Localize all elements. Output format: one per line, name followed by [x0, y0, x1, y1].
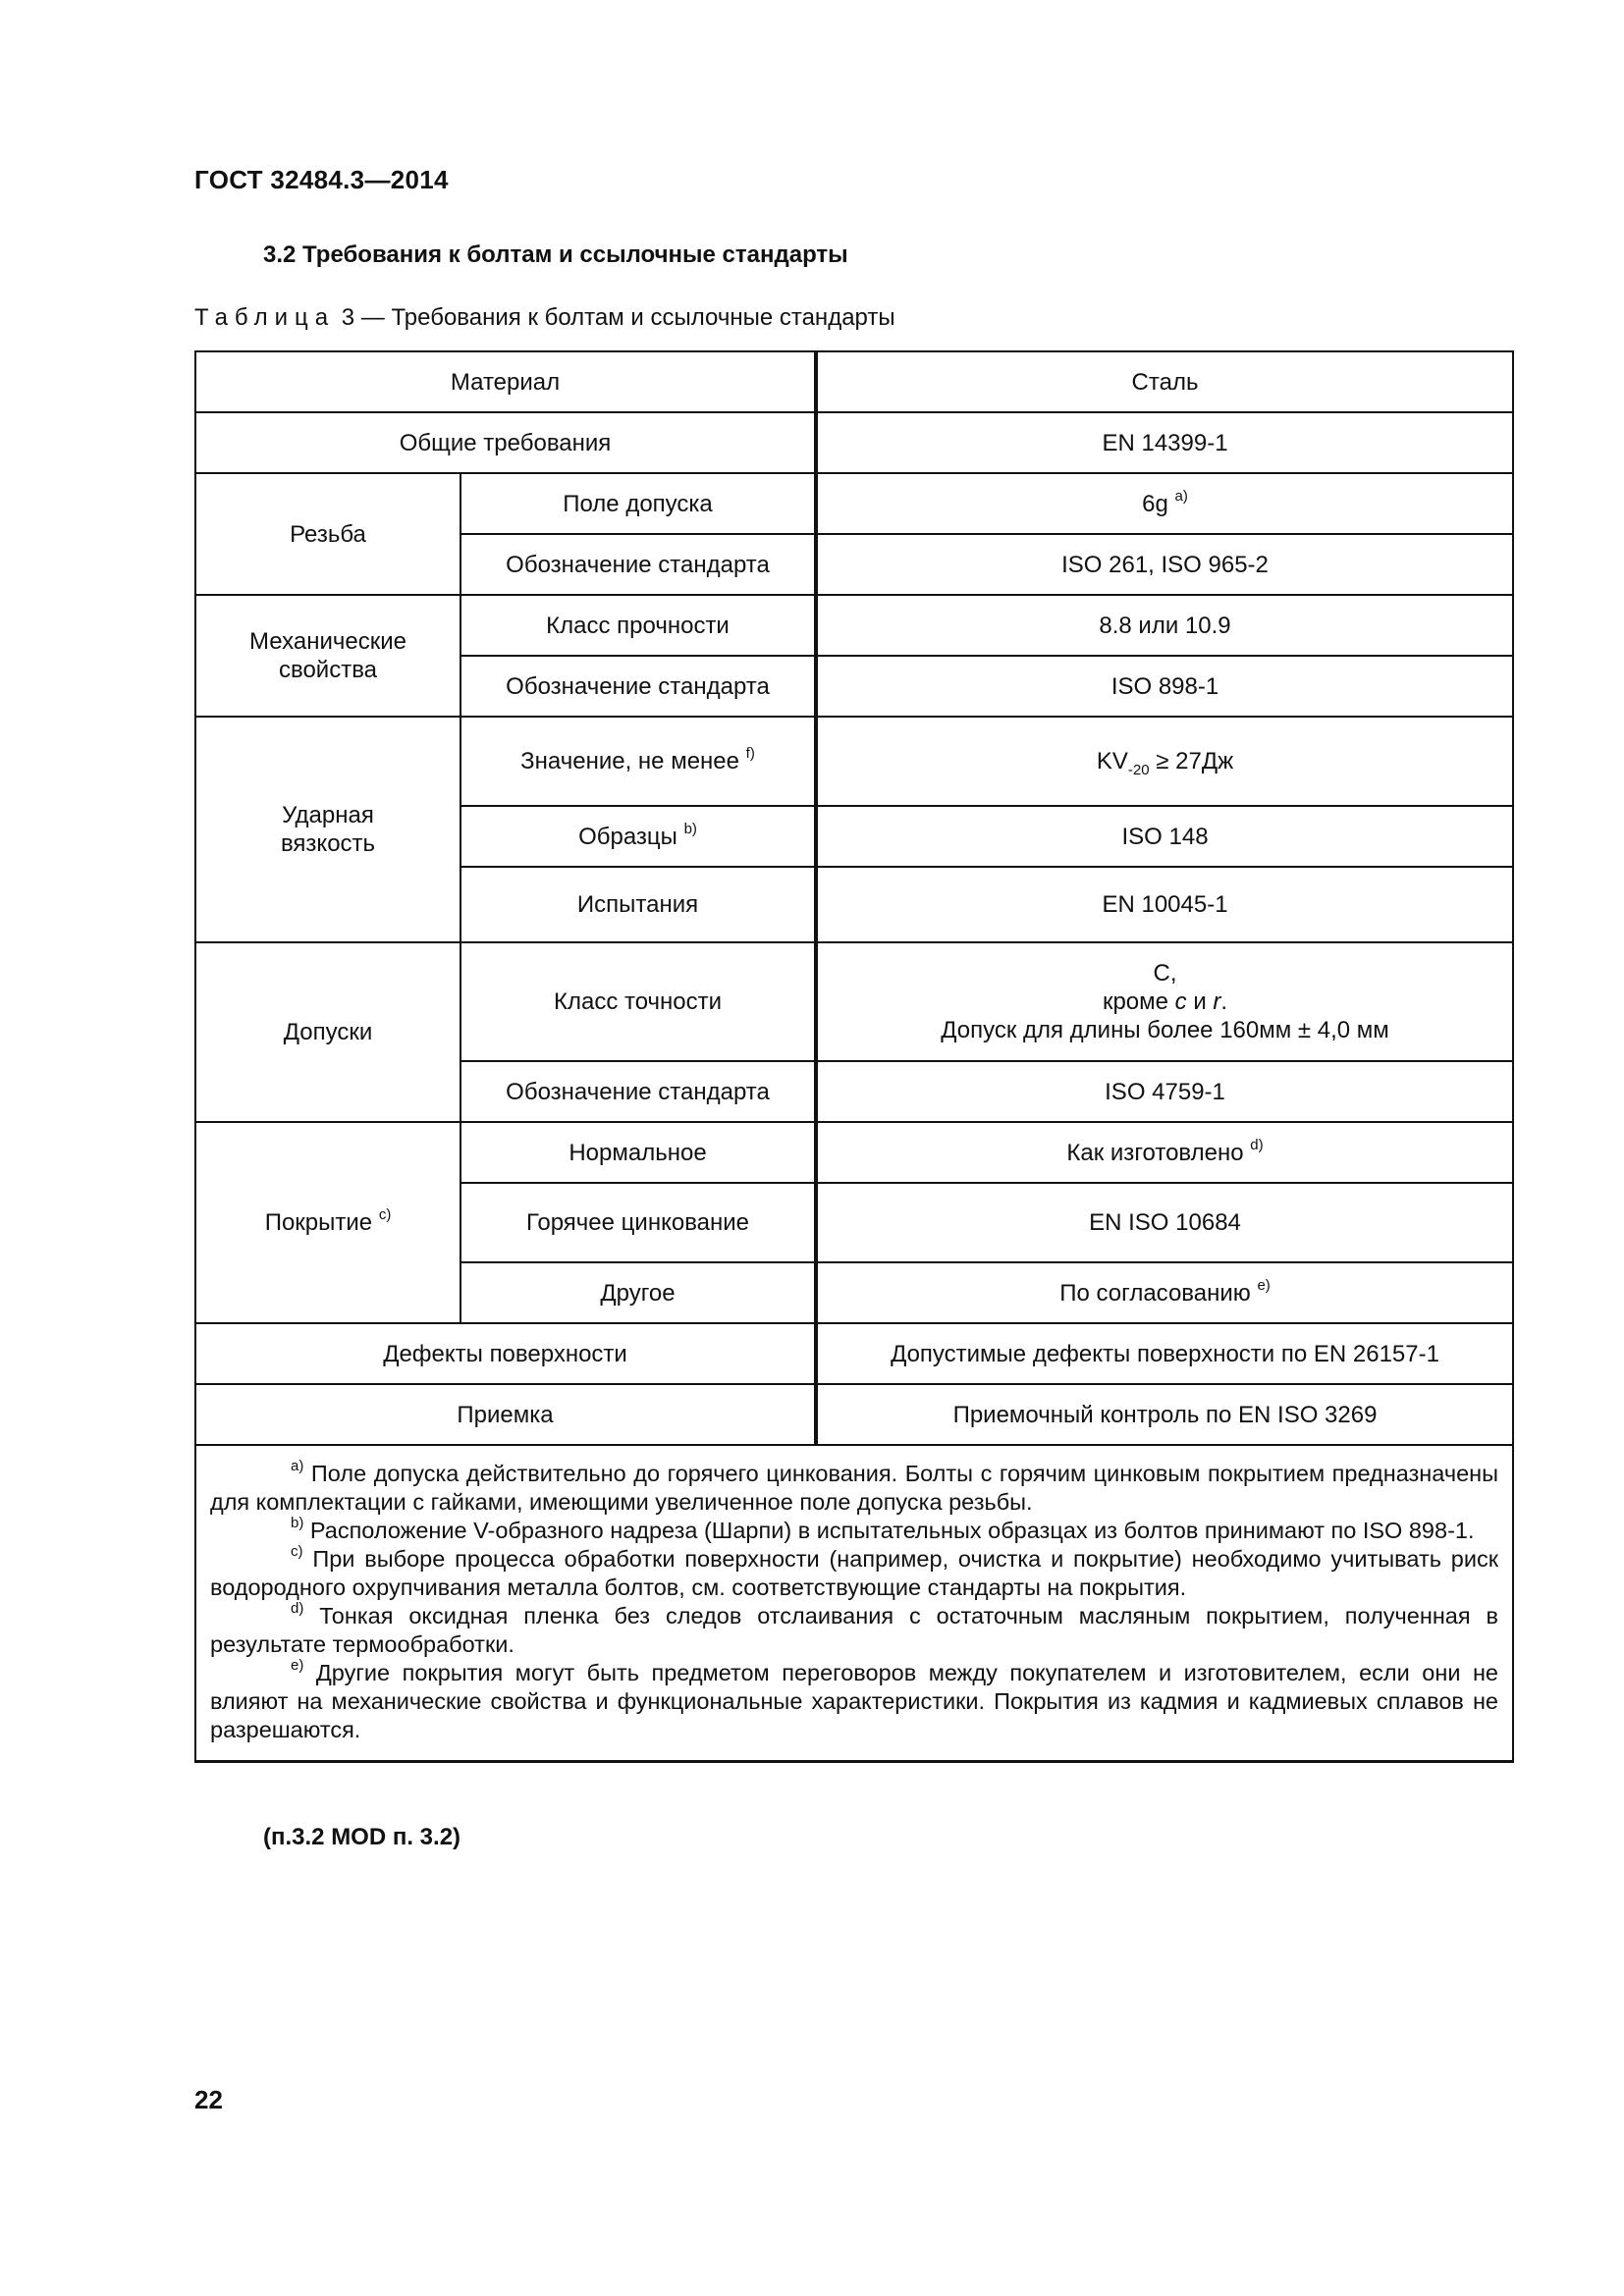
- note-text: Расположение V-образного надреза (Шарпи) в испытательных образцах из болтов принимают по ISO 898-1.: [303, 1518, 1475, 1543]
- note-text: Тонкая оксидная пленка без следов отслаивания с остаточным масляным покрытием, полученная в результате термообработки.: [210, 1603, 1499, 1657]
- caption-word: Таблица: [194, 304, 336, 331]
- mechanical-standard-label: Обозначение стандарта: [460, 656, 816, 717]
- general-label: Общие требования: [195, 412, 816, 473]
- accuracy-dot: .: [1220, 988, 1228, 1015]
- coating-other-value: [816, 1262, 1513, 1323]
- note-e: [210, 1659, 1498, 1744]
- samples-value: ISO 148: [816, 806, 1513, 867]
- table-row: [195, 473, 1513, 534]
- footnote-mark: b): [683, 820, 697, 837]
- footnote-mark: d): [291, 1600, 304, 1618]
- coating-group: [195, 1122, 460, 1323]
- table-row: [195, 942, 1513, 1061]
- tolerance-standard-label: Обозначение стандарта: [460, 1061, 816, 1122]
- table-row: [195, 412, 1513, 473]
- requirements-table: [194, 350, 1514, 1763]
- impact-min-text: Значение, не менее: [520, 748, 739, 774]
- mechanical-group-line2: свойства: [278, 657, 378, 683]
- accuracy-line1: C,: [1153, 960, 1177, 987]
- table-row: [195, 595, 1513, 656]
- impact-min-label: [460, 717, 816, 806]
- defects-label: Дефекты поверхности: [195, 1323, 816, 1384]
- kv-rest: ≥ 27Дж: [1149, 748, 1234, 774]
- footnote-mark: e): [1257, 1276, 1271, 1294]
- accuracy-line2: [826, 988, 1504, 1016]
- impact-group: [195, 717, 460, 942]
- thread-tolerance-label: Поле допуска: [460, 473, 816, 534]
- accuracy-class-label: Класс точности: [460, 942, 816, 1061]
- footnote-mark: b): [291, 1515, 304, 1532]
- thread-group: Резьба: [195, 473, 460, 595]
- coating-group-text: Покрытие: [264, 1209, 373, 1236]
- reference-note: (п.3.2 MOD п. 3.2): [263, 1824, 461, 1850]
- samples-label: [460, 806, 816, 867]
- general-value: EN 14399-1: [816, 412, 1513, 473]
- footnote-mark: f): [745, 745, 755, 762]
- accuracy-line3: Допуск для длины более 160мм ± 4,0 мм: [941, 1017, 1389, 1043]
- strength-class-value: 8.8 или 10.9: [816, 595, 1513, 656]
- footnote-mark: c): [378, 1206, 392, 1223]
- table-row: [195, 1323, 1513, 1384]
- section-title: 3.2 Требования к болтам и ссылочные стандарты: [263, 241, 848, 268]
- note-a: [210, 1460, 1498, 1517]
- table-row: [195, 351, 1513, 412]
- note-text: Поле допуска действительно до горячего цинкования. Болты с горячим цинковым покрытием предназначены для комплектации с гайками, имеющими увеличенное поле допуска резьбы.: [210, 1461, 1499, 1515]
- table-row: [195, 717, 1513, 806]
- coating-other-text: По согласованию: [1059, 1279, 1251, 1307]
- impact-group-line1: Ударная: [282, 802, 374, 828]
- acceptance-value: Приемочный контроль по EN ISO 3269: [816, 1384, 1513, 1445]
- footnote-mark: a): [291, 1458, 304, 1475]
- tolerance-standard-value: ISO 4759-1: [816, 1061, 1513, 1122]
- thread-tolerance-value: [816, 473, 1513, 534]
- note-c: [210, 1545, 1498, 1602]
- defects-value: Допустимые дефекты поверхности по EN 26157-1: [816, 1323, 1513, 1384]
- hot-galvanizing-value: EN ISO 10684: [816, 1183, 1513, 1262]
- material-value: Сталь: [816, 351, 1513, 412]
- mechanical-group: [195, 595, 460, 717]
- table-row: [195, 1122, 1513, 1183]
- thread-standard-label: Обозначение стандарта: [460, 534, 816, 595]
- accuracy-c: c: [1174, 988, 1187, 1015]
- accuracy-and: и: [1186, 988, 1214, 1015]
- accuracy-except: кроме: [1102, 988, 1175, 1015]
- page-number: 22: [194, 2085, 223, 2114]
- footnote-mark: e): [291, 1657, 304, 1675]
- table-caption: [194, 304, 895, 332]
- tests-label: Испытания: [460, 867, 816, 942]
- coating-other-label: Другое: [460, 1262, 816, 1323]
- coating-normal-label: Нормальное: [460, 1122, 816, 1183]
- mechanical-group-line1: Механические: [249, 628, 406, 655]
- coating-normal-text: Как изготовлено: [1066, 1139, 1244, 1166]
- thread-tolerance-text: 6g: [1142, 490, 1168, 517]
- tests-value: EN 10045-1: [816, 867, 1513, 942]
- impact-min-value: [816, 717, 1513, 806]
- table-row: [195, 1384, 1513, 1445]
- acceptance-label: Приемка: [195, 1384, 816, 1445]
- note-text: Другие покрытия могут быть предметом переговоров между покупателем и изготовителем, если они не влияют на механические свойства и функциональные характеристики. Покрытия из кадмия и кадмиевых сплавов не разрешаются.: [210, 1660, 1499, 1742]
- coating-normal-value: [816, 1122, 1513, 1183]
- tolerances-group: Допуски: [195, 942, 460, 1122]
- impact-group-line2: вязкость: [280, 830, 376, 857]
- note-text: При выборе процесса обработки поверхности (например, очистка и покрытие) необходимо учитывать риск водородного охрупчивания металла болтов, см. соответствующие стандарты на покрытия.: [210, 1546, 1499, 1600]
- table-row: [195, 1445, 1513, 1762]
- footnote-mark: a): [1174, 487, 1188, 505]
- note-d: [210, 1602, 1498, 1659]
- samples-text: Образцы: [578, 823, 677, 850]
- material-label: Материал: [195, 351, 816, 412]
- accuracy-class-value: [816, 942, 1513, 1061]
- hot-galvanizing-label: Горячее цинкование: [460, 1183, 816, 1262]
- mechanical-standard-value: ISO 898-1: [816, 656, 1513, 717]
- thread-standard-value: ISO 261, ISO 965-2: [816, 534, 1513, 595]
- kv-prefix: KV: [1096, 748, 1128, 774]
- table-notes: [195, 1445, 1513, 1762]
- strength-class-label: Класс прочности: [460, 595, 816, 656]
- accuracy-r: r: [1213, 988, 1221, 1015]
- caption-text: 3 — Требования к болтам и ссылочные стандарты: [335, 304, 895, 331]
- footnote-mark: c): [291, 1543, 303, 1561]
- footnote-mark: d): [1250, 1136, 1264, 1153]
- kv-subscript: -20: [1127, 761, 1150, 778]
- note-b: [210, 1517, 1498, 1545]
- document-code: ГОСТ 32484.3—2014: [194, 165, 449, 194]
